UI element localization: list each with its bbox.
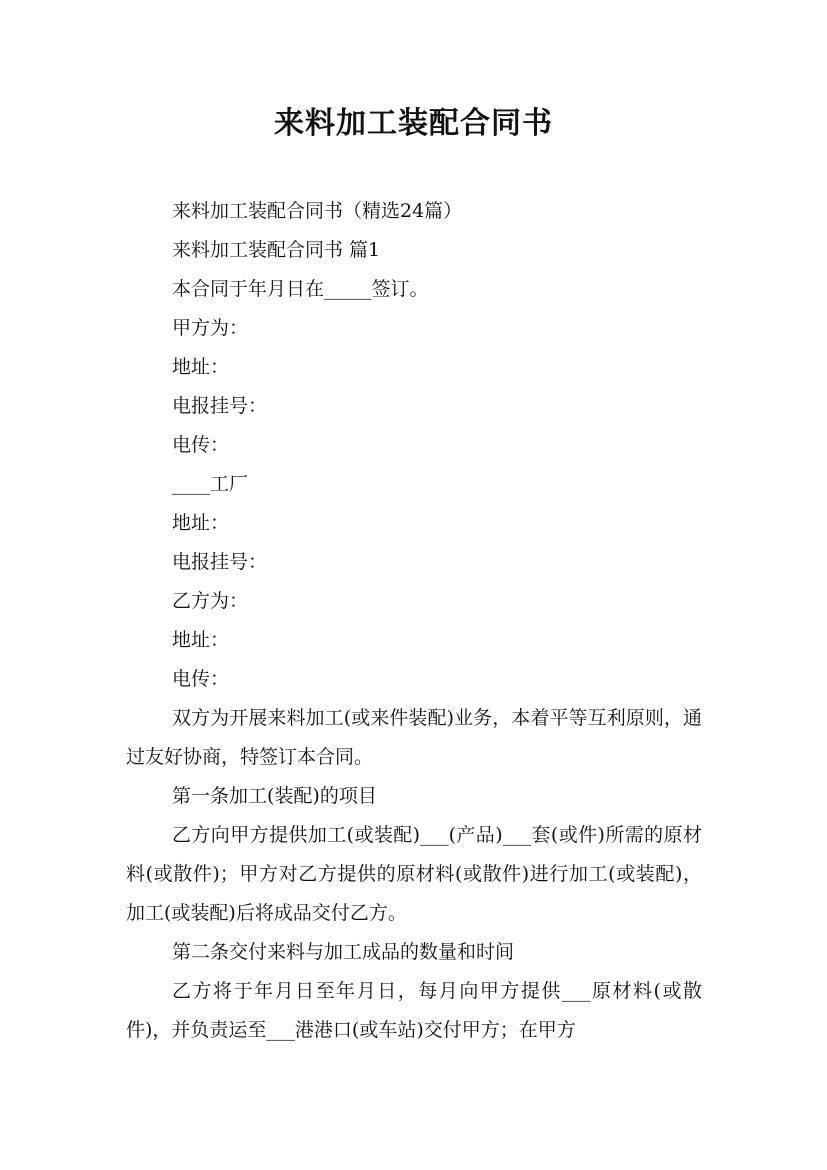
subtitle-line: 来料加工装配合同书（精选24篇）: [172, 200, 463, 222]
section-heading: 来料加工装配合同书 篇1: [172, 239, 381, 261]
address-line: 地址：: [172, 356, 230, 378]
article-heading: 第一条加工(装配)的项目: [172, 785, 377, 807]
article-heading: 第二条交付来料与加工成品的数量和时间: [172, 941, 515, 963]
article-paragraph: 乙方向甲方提供加工(或装配)___(产品)___套(或件)所需的原材料(或散件)；甲方对乙方提供的原材料(或散件)进行加工(或装配)，加工(或装配)后将成品交付乙方。: [126, 824, 702, 924]
signing-line: 本合同于年月日在_____签订。: [172, 278, 429, 300]
telegraph-line: 电报挂号：: [172, 395, 268, 417]
address-line: 地址：: [172, 512, 230, 534]
address-line: 地址：: [172, 629, 230, 651]
party-b-line: 乙方为：: [172, 590, 249, 612]
telegraph-line: 电报挂号：: [172, 551, 268, 573]
party-a-line: 甲方为：: [172, 317, 249, 339]
document-body: [126, 192, 702, 1050]
factory-line: ____工厂: [172, 473, 249, 495]
preamble-paragraph: 双方为开展来料加工(或来件装配)业务，本着平等互利原则，通过友好协商，特签订本合同。: [126, 707, 702, 768]
document-title: 来料加工装配合同书: [274, 106, 553, 141]
telex-line: 电传：: [172, 434, 230, 456]
article-paragraph: 乙方将于年月日至年月日，每月向甲方提供___原材料(或散件)，并负责运至___港港口(或车站)交付甲方；在甲方: [126, 980, 702, 1041]
telex-line: 电传：: [172, 668, 230, 690]
